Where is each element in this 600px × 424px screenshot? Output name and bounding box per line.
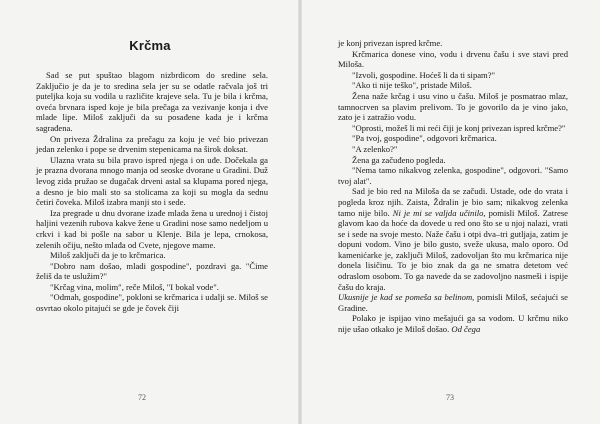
paragraph: "Oprosti, možeš li mi reći čiji je konj privezan ispred krčme?" (352, 122, 566, 133)
paragraph-text: Polako je ispijao vino mešajući ga sa vodom. U krčmu niko nije ušao otkako je Miloš došao. (338, 313, 568, 335)
paragraph: Krčmarica donese vino, vodu i drvenu čašu i sve stavi pred Miloša. (338, 48, 568, 70)
paragraph (338, 292, 568, 313)
paragraph: "Nema tamo nikakvog zelenka, gospodine", odgovori. "Samo tvoj alat". (338, 165, 568, 186)
paragraph: On priveza Ždralina za prečagu za koju je već bio privezan jedan zelenko i pope se drvenim stepenicama na širok doksat. (36, 133, 268, 155)
paragraph: "Odmah, gospodine", pokloni se krčmarica i udalji se. Miloš se osvrtao okolo pitajući se gde je čovek čiji (36, 292, 268, 314)
paragraph: "Krčag vina, molim", reče Miloš, "I bokal vode". (50, 281, 219, 292)
right-page-text (338, 38, 568, 335)
paragraph: "Izvoli, gospodine. Hoćeš li da ti sipam?" (352, 69, 496, 80)
paragraph-text: Sad je bio red na Miloša da se začudi. Ustade, ode do vrata i pogleda kroz njih. Zaista, Ždralin je bio sam; nikakvog zelenka tamo nije bilo. (338, 186, 568, 218)
italic-thought: Ni je mi se valjda učinilo (392, 207, 484, 218)
paragraph (338, 313, 568, 334)
paragraph: "Pa tvoj, gospodine", odgovori krčmarica. (352, 133, 497, 144)
paragraph: Ulazna vrata su bila pravo ispred njega i on uđe. Dočekala ga je prazna dvorana mnogo manja od seoske dvorane u Gradini. Duž levog zida pružao se dugačak drveni astal sa klupama pored njega, a desno je bio mali sto sa stolicama za koji su mogla da sednu četiri čoveka. Miloš izabra manji sto i sede. (36, 154, 268, 208)
paragraph: Iza pregrade u dnu dvorane izađe mlada žena u urednoj i čistoj haljini vezenih rubova kakve žene u Gradini nose samo nedeljom u crkvi i kad bi pošle na sabor u Klenje. Bila je lepa, crnokosa, zelenih očiju, nešto mlađa od Cvete, njegove mame. (36, 207, 268, 250)
paragraph-text: , pomisli Miloš. Zatrese glavom kao da hoće da dovede u red ono što se u njoj nalazi, vrati se i sede na svoje mesto. Naže čašu i otpi dva–tri gutljaja, zatim je dopuni vodom. Vino je bilo gusto, sveže ukusa, malo oporo. Od kamenićarke je, zaključi Miloš, zadovoljan što mu krčmarica nije donela lisičinu. To je bio znak da ga ne smatra detetom već odraslom osobom. To ga navede da se zadovoljno nasmeši i ispije čašu do kraja. (338, 207, 568, 292)
paragraph: "Dobro nam došao, mladi gospodine", pozdravi ga. "Čime želiš da te uslužim?" (36, 260, 268, 282)
paragraph-text: , pomisli Miloš, sećajući se Gradine. (338, 292, 568, 313)
paragraph: "Ako ti nije teško", pristade Miloš. (352, 80, 472, 91)
left-page-text (36, 70, 268, 314)
page-number: 72 (138, 393, 146, 402)
italic-text: Od čega (451, 324, 481, 335)
italic-thought: Ukusnije je kad se pomeša sa belinom (338, 292, 473, 303)
paragraph: Sad se put spuštao blagom nizbrdicom do sredine sela. Zaključio je da je to sredina sela jer su se odatle račvala još tri puteljka koja su vodila u različite krajeve sela. Tu je bila i krčma, oveća brvnara isped koje je bila prečaga za vezivanje konja i dve mlade lipe. Miloš zaključi da su posađene kada je i krčma sagrađena. (36, 70, 268, 133)
chapter-title: Krčma (129, 38, 171, 53)
paragraph (338, 186, 568, 292)
right-page (300, 0, 600, 424)
paragraph: je konj privezan ispred krčme. (338, 38, 443, 48)
paragraph: "A zelenko?" (352, 143, 398, 154)
paragraph: Žena naže krčag i usu vino u čašu. Miloš je posmatrao mlaz, tamnocrven sa plavim prelivom. To je govorilo da je vino jako, zato je i zatražio vodu. (338, 90, 568, 123)
paragraph: Žena ga začuđeno pogleda. (352, 154, 446, 165)
paragraph: Miloš zaključi da je to krčmarica. (50, 250, 166, 261)
page-number: 73 (446, 393, 454, 402)
